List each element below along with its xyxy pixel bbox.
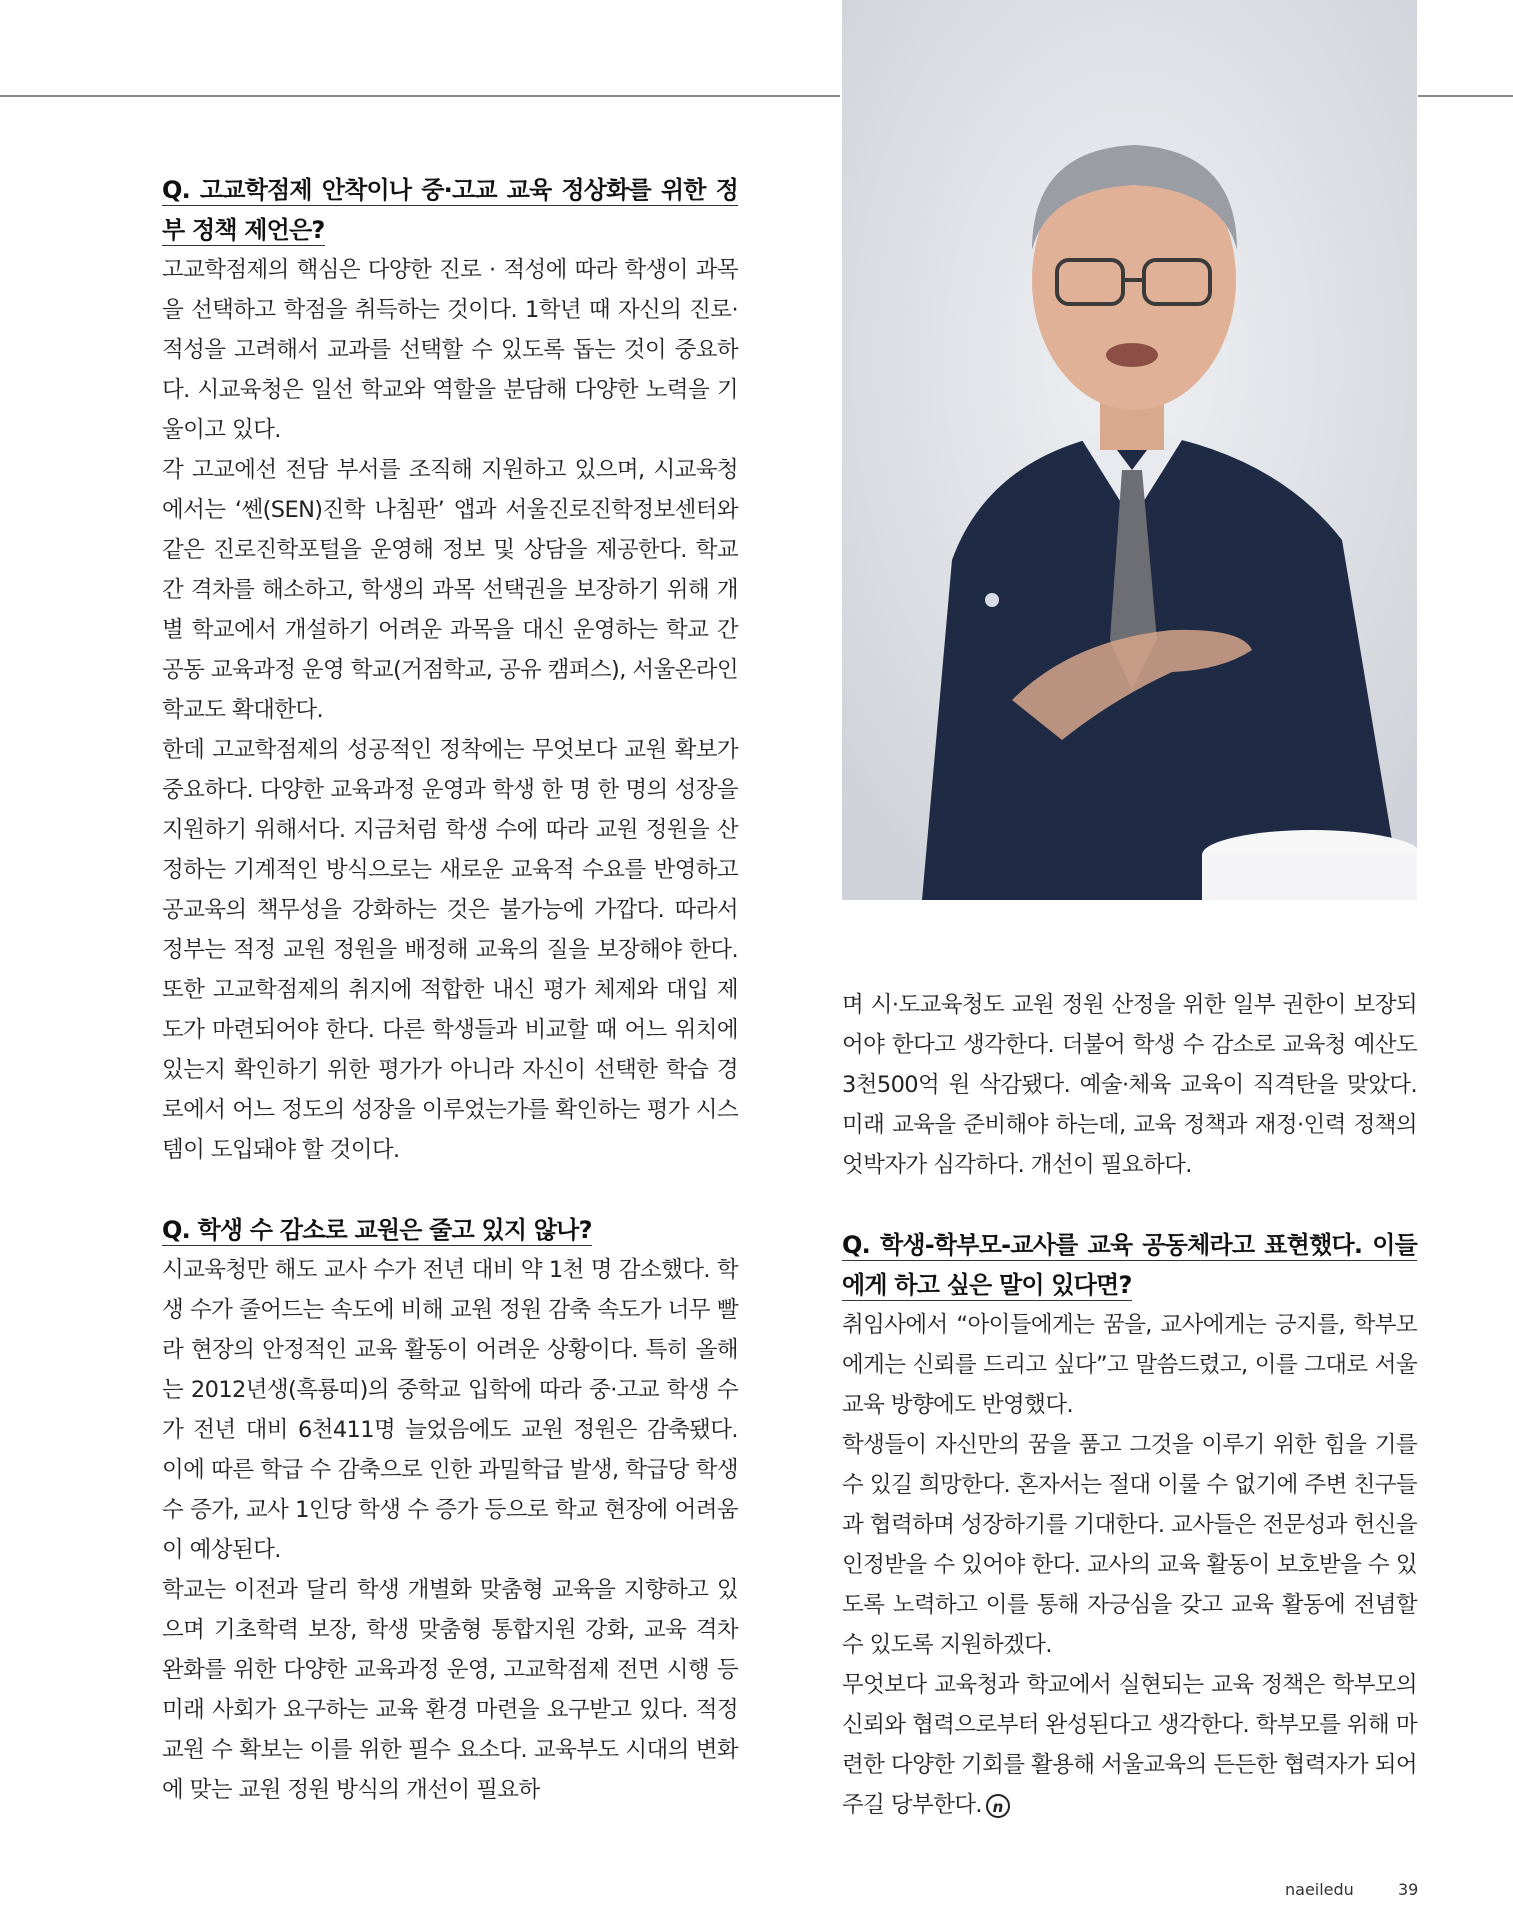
answer-3-paragraph-1: 취임사에서 “아이들에게는 꿈을, 교사에게는 긍지를, 학부모에게는 신뢰를 드리고 싶다”고 말씀드렸고, 이를 그대로 서울교육 방향에도 반영했다. bbox=[842, 1312, 1417, 1418]
question-1: Q. 고교학점제 안착이나 중·고교 교육 정상화를 위한 정부 정책 제언은? bbox=[162, 176, 738, 244]
answer-1-paragraph-3: 한데 고교학점제의 성공적인 정착에는 무엇보다 교원 확보가 중요하다. 다양한 교육과정 운영과 학생 한 명 한 명의 성장을 지원하기 위해서다. 지금처럼 학생 수에 따라 교원 정원을 산정하는 기계적인 방식으로는 새로운 교육적 수요를 반영하고 공교육의 책무성을 강화하는 것은 불가능에 가깝다. 따라서 정부는 적정 교원 정원을 배정해 교육의 질을 보장해야 한다. 또한 고교학점제의 취지에 적합한 내신 평가 체제와 대입 제도가 마련되어야 한다. 다른 학생들과 비교할 때 어느 위치에 있는지 확인하기 위한 평가가 아니라 자신이 선택한 학습 경로에서 어느 정도의 성장을 이루었는가를 확인하는 평가 시스템이 도입돼야 할 것이다. bbox=[162, 737, 738, 1163]
interview-photo bbox=[842, 0, 1417, 900]
top-rule-left bbox=[0, 95, 840, 97]
top-rule-right bbox=[1418, 95, 1513, 97]
interview-photo-illustration bbox=[842, 0, 1417, 900]
answer-1-paragraph-1: 고교학점제의 핵심은 다양한 진로 · 적성에 따라 학생이 과목을 선택하고 학점을 취득하는 것이다. 1학년 때 자신의 진로·적성을 고려해서 교과를 선택할 수 있도록 돕는 것이 중요하다. 시교육청은 일선 학교와 역할을 분담해 다양한 노력을 기울이고 있다. bbox=[162, 257, 738, 443]
answer-2-paragraph-1: 시교육청만 해도 교사 수가 전년 대비 약 1천 명 감소했다. 학생 수가 줄어드는 속도에 비해 교원 정원 감축 속도가 너무 빨라 현장의 안정적인 교육 활동이 어려운 상황이다. 특히 올해는 2012년생(흑룡띠)의 중학교 입학에 따라 중·고교 학생 수가 전년 대비 6천411명 늘었음에도 교원 정원은 감축됐다. 이에 따른 학급 수 감축으로 인한 과밀학급 발생, 학급당 학생 수 증가, 교사 1인당 학생 수 증가 등으로 학교 현장에 어려움이 예상된다. bbox=[162, 1257, 738, 1563]
right-column bbox=[842, 985, 1417, 1825]
answer-2-continued: 며 시·도교육청도 교원 정원 산정을 위한 일부 권한이 보장되어야 한다고 생각한다. 더불어 학생 수 감소로 교육청 예산도 3천500억 원 삭감됐다. 예술·체육 교육이 직격탄을 맞았다. 미래 교육을 준비해야 하는데, 교육 정책과 재정·인력 정책의 엇박자가 심각하다. 개선이 필요하다. bbox=[842, 992, 1417, 1178]
question-3: Q. 학생-학부모-교사를 교육 공동체라고 표현했다. 이들에게 하고 싶은 말이 있다면? bbox=[842, 1231, 1417, 1299]
end-mark-icon: n bbox=[986, 1794, 1010, 1818]
answer-1-paragraph-2: 각 고교에선 전담 부서를 조직해 지원하고 있으며, 시교육청에서는 ‘쎈(SEN)진학 나침판’ 앱과 서울진로진학정보센터와 같은 진로진학포털을 운영해 정보 및 상담을 제공한다. 학교 간 격차를 해소하고, 학생의 과목 선택권을 보장하기 위해 개별 학교에서 개설하기 어려운 과목을 대신 운영하는 학교 간 공동 교육과정 운영 학교(거점학교, 공유 캠퍼스), 서울온라인학교도 확대한다. bbox=[162, 457, 739, 723]
answer-3-paragraph-3: 무엇보다 교육청과 학교에서 실현되는 교육 정책은 학부모의 신뢰와 협력으로부터 완성된다고 생각한다. 학부모를 위해 마련한 다양한 기회를 활용해 서울교육의 든든한 협력자가 되어주길 당부한다. n bbox=[842, 1672, 1417, 1818]
question-2: Q. 학생 수 감소로 교원은 줄고 있지 않나? bbox=[162, 1216, 592, 1244]
left-column bbox=[162, 170, 738, 1810]
answer-3-paragraph-2: 학생들이 자신만의 꿈을 품고 그것을 이루기 위한 힘을 기를 수 있길 희망한다. 혼자서는 절대 이룰 수 없기에 주변 친구들과 협력하며 성장하기를 기대한다. 교사들은 전문성과 헌신을 인정받을 수 있어야 한다. 교사의 교육 활동이 보호받을 수 있도록 노력하고 이를 통해 자긍심을 갖고 교육 활동에 전념할 수 있도록 지원하겠다. bbox=[842, 1432, 1417, 1658]
page-number: 39 bbox=[1398, 1880, 1419, 1899]
answer-2-paragraph-2: 학교는 이전과 달리 학생 개별화 맞춤형 교육을 지향하고 있으며 기초학력 보장, 학생 맞춤형 통합지원 강화, 교육 격차 완화를 위한 다양한 교육과정 운영, 고교학점제 전면 시행 등 미래 사회가 요구하는 교육 환경 마련을 요구받고 있다. 적정 교원 수 확보는 이를 위한 필수 요소다. 교육부도 시대의 변화에 맞는 교원 정원 방식의 개선이 필요하 bbox=[162, 1577, 738, 1803]
footer-brand: naeiledu bbox=[1285, 1880, 1354, 1899]
